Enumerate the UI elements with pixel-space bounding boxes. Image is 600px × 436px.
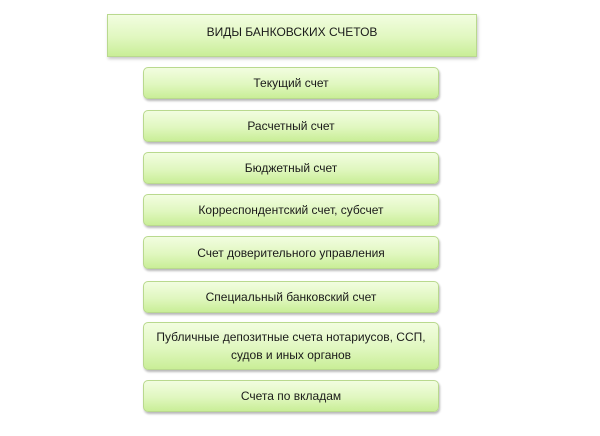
account-type-label: Расчетный счет (247, 119, 335, 133)
account-type-box-correspondent (143, 194, 439, 226)
account-type-box-current (143, 67, 439, 99)
account-type-label: Бюджетный счет (244, 161, 338, 175)
account-type-label: Счета по вкладам (240, 389, 342, 403)
account-type-label: Публичные депозитные счета нотариусов, ССП, судов и иных органов (156, 330, 426, 362)
account-type-box-budget (143, 152, 439, 184)
account-type-label: Текущий счет (253, 76, 329, 90)
account-type-label: Счет доверительного управления (197, 245, 385, 260)
account-type-label: Корреспондентский счет, субсчет (198, 203, 384, 217)
account-type-box-trust-management (143, 236, 439, 269)
account-type-box-special (143, 281, 439, 313)
account-type-box-settlement (143, 110, 439, 142)
account-type-box-deposits (143, 380, 439, 412)
diagram-title: ВИДЫ БАНКОВСКИХ СЧЕТОВ (206, 25, 378, 39)
account-type-label: Специальный банковский счет (205, 290, 377, 304)
diagram-title-box (107, 14, 477, 57)
account-type-box-public-deposit (143, 322, 439, 370)
